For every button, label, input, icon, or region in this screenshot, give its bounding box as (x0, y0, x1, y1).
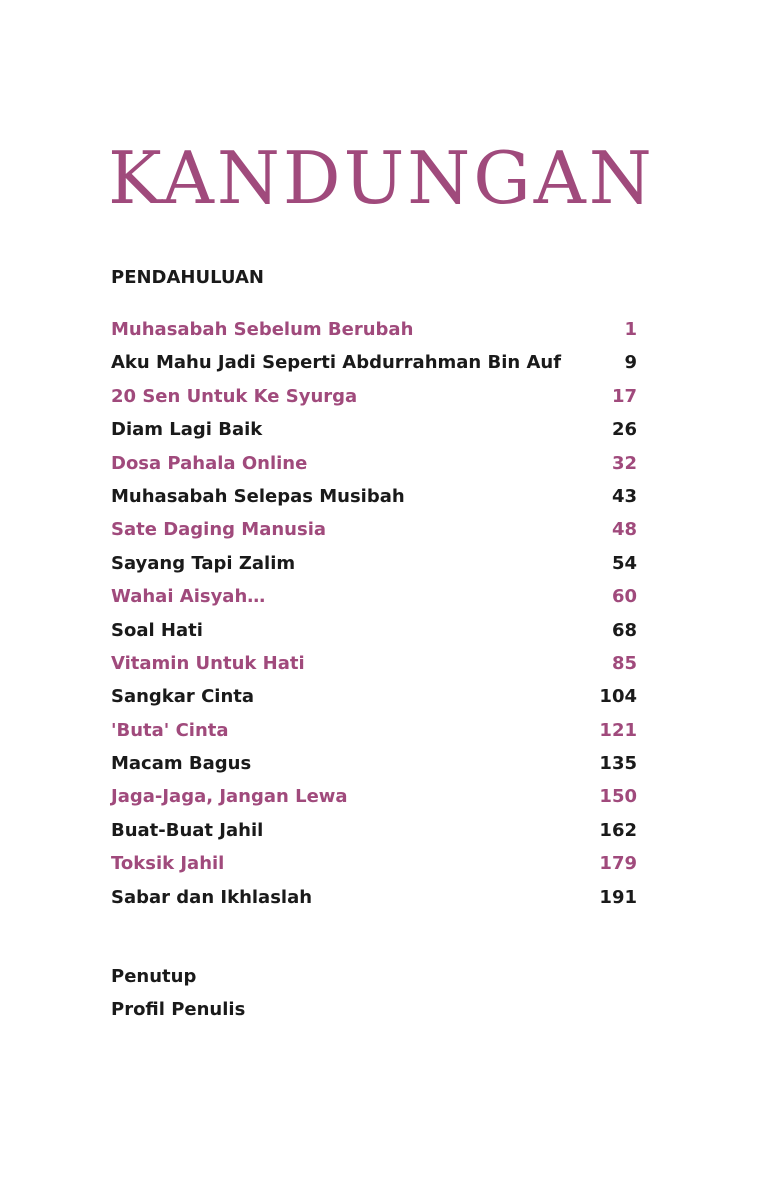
back-matter-item-profil-penulis: Profil Penulis (111, 999, 246, 1021)
toc-entry (111, 685, 637, 718)
intro-heading: PENDAHULUAN (111, 267, 264, 288)
toc-entry-title: 'Buta' Cinta (111, 719, 229, 741)
toc-entry-page: 150 (599, 786, 637, 808)
toc-list (111, 318, 637, 919)
toc-entry-title: Aku Mahu Jadi Seperti Abdurrahman Bin Auf (111, 352, 562, 374)
toc-entry-page: 17 (611, 385, 637, 407)
toc-entry-title: Sayang Tapi Zalim (111, 552, 296, 574)
toc-entry-page: 9 (624, 352, 637, 374)
toc-entry-page: 48 (611, 519, 637, 541)
toc-entry-page: 43 (611, 485, 637, 507)
toc-entry-title: Vitamin Untuk Hati (111, 652, 305, 674)
toc-entry (111, 619, 637, 652)
toc-entry-page: 85 (611, 652, 637, 674)
toc-entry (111, 385, 637, 418)
toc-entry-title: Macam Bagus (111, 753, 252, 775)
toc-entry (111, 351, 637, 384)
toc-entry (111, 552, 637, 585)
toc-entry (111, 785, 637, 818)
toc-entry (111, 719, 637, 752)
back-matter-list (111, 965, 245, 1032)
toc-entry-page: 54 (611, 552, 637, 574)
toc-entry (111, 418, 637, 451)
toc-entry-page: 68 (611, 619, 637, 641)
toc-entry-title: Soal Hati (111, 619, 203, 641)
toc-entry-page: 162 (599, 819, 637, 841)
toc-entry-page: 135 (599, 753, 637, 775)
toc-entry (111, 518, 637, 551)
toc-entry (111, 819, 637, 852)
toc-entry-page: 26 (611, 419, 637, 441)
toc-entry-title: Wahai Aisyah… (111, 586, 266, 608)
back-matter-item-penutup: Penutup (111, 966, 197, 987)
toc-entry-page: 1 (624, 319, 637, 340)
toc-entry (111, 752, 637, 785)
toc-entry (111, 652, 637, 685)
toc-entry-page: 191 (599, 886, 637, 908)
toc-entry-title: Diam Lagi Baik (111, 419, 263, 441)
toc-entry (111, 485, 637, 518)
toc-entry-title: Muhasabah Selepas Musibah (111, 485, 405, 507)
toc-entry-title: 20 Sen Untuk Ke Syurga (111, 385, 358, 407)
toc-entry-title: Buat-Buat Jahil (111, 819, 264, 841)
toc-entry-page: 121 (599, 719, 637, 741)
toc-entry-page: 179 (599, 853, 637, 875)
toc-entry-title: Sate Daging Manusia (111, 519, 327, 541)
toc-entry (111, 318, 637, 351)
toc-entry (111, 886, 637, 919)
toc-entry (111, 852, 637, 885)
toc-entry-title: Dosa Pahala Online (111, 452, 308, 474)
toc-entry-title: Jaga-Jaga, Jangan Lewa (111, 786, 348, 808)
toc-entry-title: Sabar dan Ikhlaslah (111, 886, 313, 908)
toc-entry-title: Sangkar Cinta (111, 686, 255, 708)
toc-entry-title: Toksik Jahil (111, 853, 225, 875)
toc-entry-title: Muhasabah Sebelum Berubah (111, 319, 414, 340)
toc-entry-page: 60 (611, 586, 637, 608)
toc-entry (111, 452, 637, 485)
toc-entry (111, 585, 637, 618)
toc-entry-page: 32 (611, 452, 637, 474)
page-title: KANDUNGAN (108, 136, 655, 220)
toc-entry-page: 104 (599, 686, 637, 708)
